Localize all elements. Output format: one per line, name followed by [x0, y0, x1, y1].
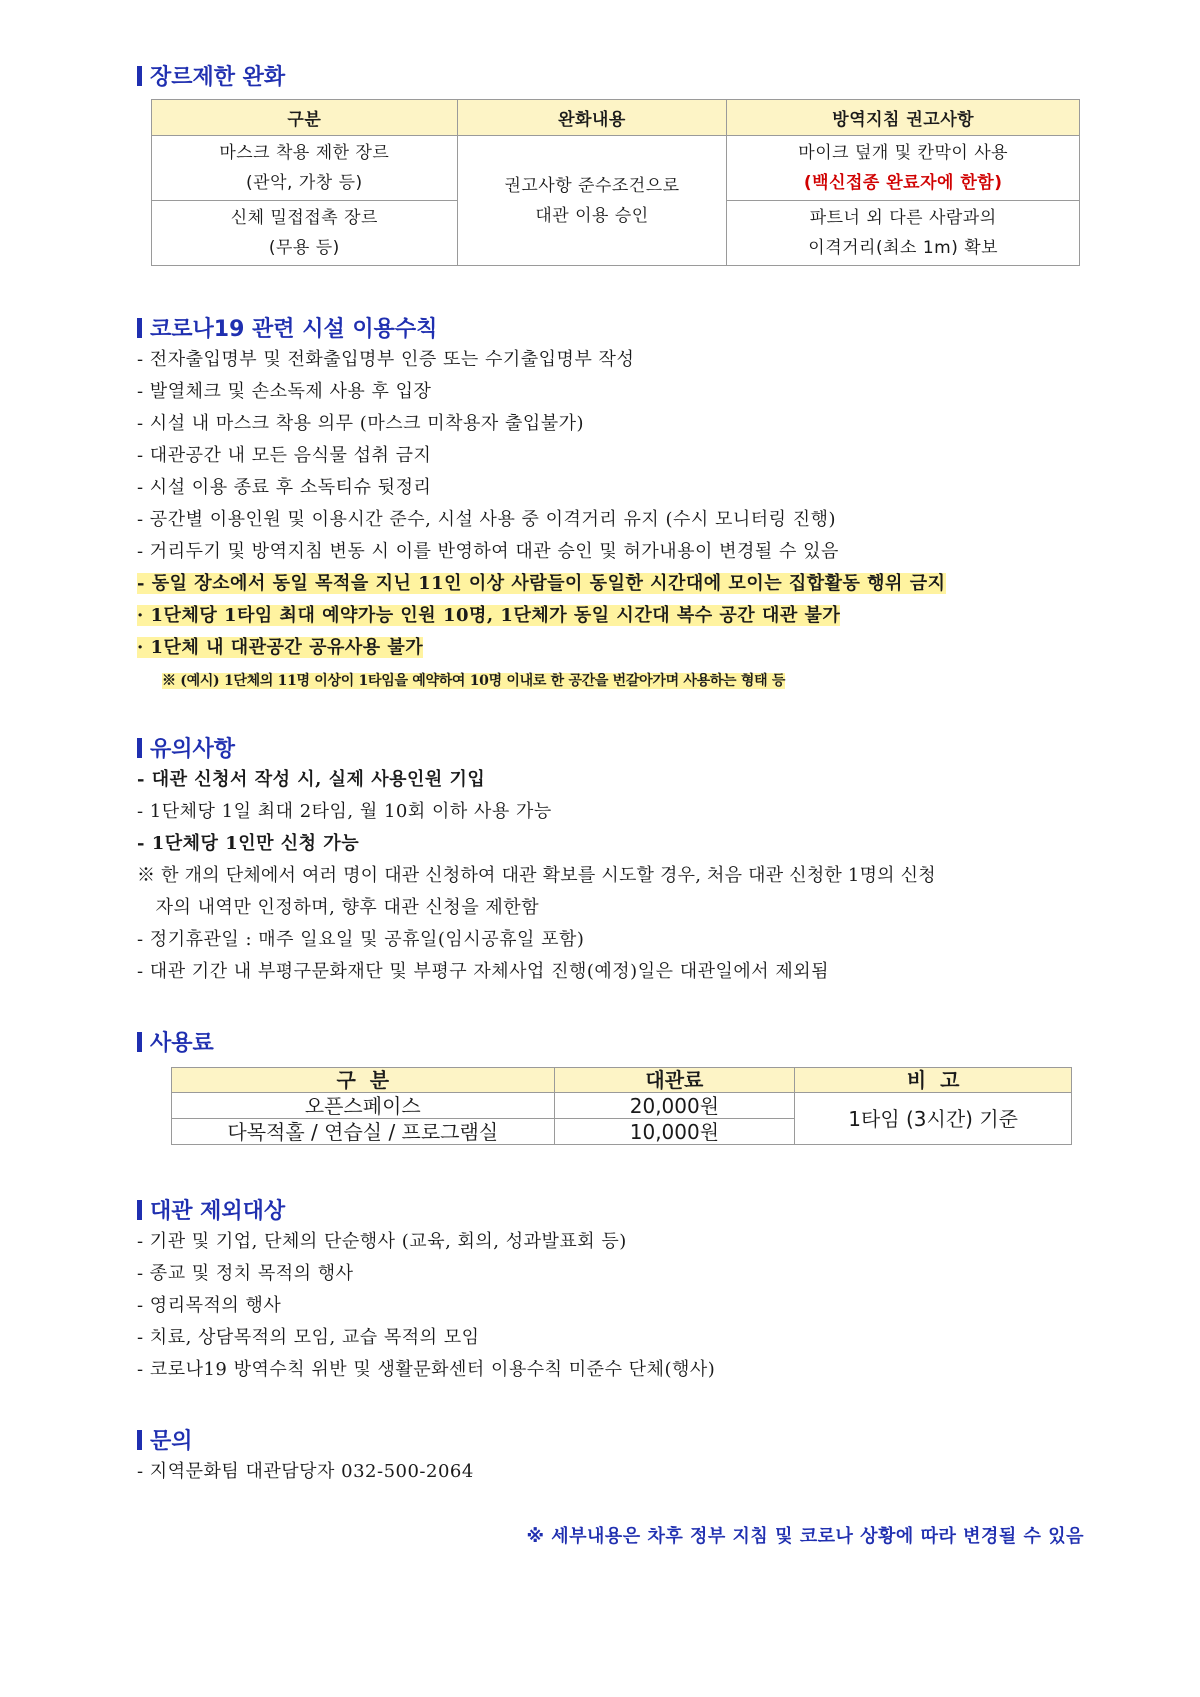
fee-cell: 10,000원 [554, 1119, 795, 1145]
relief-line: 권고사항 준수조건으로 [504, 175, 680, 196]
advice-line: 이격거리(최소 1m) 확보 [808, 238, 999, 258]
genre-line: 마스크 착용 제한 장르 [219, 143, 390, 163]
section-heading-covid [137, 312, 437, 343]
section-heading-contact [137, 1424, 193, 1455]
advice-line: 파트너 외 다른 사람과의 [809, 208, 997, 228]
table-row [152, 136, 1080, 201]
table-header-cell: 완화내용 [457, 100, 727, 136]
example-note: ※ (예시) 1단체의 11명 이상이 1타임을 예약하여 10명 이내로 한 공간을 번갈아가며 사용하는 형태 등 [162, 673, 786, 689]
fee-cell: 20,000원 [554, 1093, 795, 1119]
highlight-text: - 동일 장소에서 동일 목적을 지닌 11인 이상 사람들이 동일한 시간대에 모이는 집합활동 행위 금지 [137, 573, 946, 594]
table-header-cell: 대관료 [554, 1068, 795, 1093]
heading-bar-icon [137, 1200, 142, 1220]
table-header-cell: 비 고 [795, 1068, 1072, 1093]
section-title: 유의사항 [150, 737, 236, 762]
list-item: ※ 한 개의 단체에서 여러 명이 대관 신청하여 대관 확보를 시도할 경우, 처음 대관 신청한 1명의 신청 [137, 865, 936, 886]
list-item: - 1단체당 1일 최대 2타임, 월 10회 이하 사용 가능 [137, 801, 552, 822]
list-item: - 기관 및 기업, 단체의 단순행사 (교육, 회의, 성과발표회 등) [137, 1231, 627, 1252]
contact-list [137, 1456, 474, 1488]
list-item: - 전자출입명부 및 전화출입명부 인증 또는 수기출입명부 작성 [137, 349, 635, 370]
list-item: - 영리목적의 행사 [137, 1295, 282, 1316]
advice-line: 마이크 덮개 및 칸막이 사용 [798, 143, 1009, 163]
list-item: - 대관 신청서 작성 시, 실제 사용인원 기입 [137, 769, 486, 790]
remark-cell: 1타임 (3시간) 기준 [795, 1093, 1072, 1145]
section-title: 코로나19 관련 시설 이용수칙 [150, 317, 438, 342]
list-item-highlighted [137, 632, 946, 664]
genre-cell [152, 201, 458, 266]
covid-rules-list [137, 344, 946, 697]
highlight-text: · 1단체 내 대관공간 공유사용 불가 [137, 637, 424, 658]
heading-bar-icon [137, 1032, 142, 1052]
table-header-cell: 방역지침 권고사항 [727, 100, 1080, 136]
list-item: 자의 내역만 인정하며, 향후 대관 신청을 제한함 [137, 897, 540, 918]
list-item: - 대관 기간 내 부평구문화재단 및 부평구 자체사업 진행(예정)일은 대관일에서 제외됨 [137, 961, 830, 982]
space-cell: 다목적홀 / 연습실 / 프로그램실 [172, 1119, 555, 1145]
list-item: - 1단체당 1인만 신청 가능 [137, 833, 360, 854]
notes-list [137, 764, 936, 988]
table-header-row [152, 100, 1080, 136]
advice-cell [727, 201, 1080, 266]
table-header-cell: 구 분 [172, 1068, 555, 1093]
list-item-highlighted [137, 568, 946, 600]
list-item: - 지역문화팀 대관담당자 032-500-2064 [137, 1461, 474, 1482]
list-item-note [137, 664, 946, 697]
list-item: - 대관공간 내 모든 음식물 섭취 금지 [137, 445, 432, 466]
excluded-list [137, 1226, 715, 1386]
table-header-row [172, 1068, 1072, 1093]
genre-relief-table [151, 99, 1080, 266]
list-item: - 종교 및 정치 목적의 행사 [137, 1263, 354, 1284]
heading-bar-icon [137, 1430, 142, 1450]
genre-cell [152, 136, 458, 201]
list-item-highlighted [137, 600, 946, 632]
list-item: - 발열체크 및 손소독제 사용 후 입장 [137, 381, 432, 402]
section-title: 장르제한 완화 [150, 65, 286, 90]
section-title: 대관 제외대상 [150, 1199, 286, 1224]
section-heading-notes [137, 732, 235, 763]
relief-line: 대관 이용 승인 [535, 205, 649, 226]
genre-line: 신체 밀접접촉 장르 [230, 208, 378, 228]
list-item: - 시설 이용 종료 후 소독티슈 뒷정리 [137, 477, 432, 498]
section-title: 사용료 [150, 1031, 214, 1056]
list-item: - 치료, 상담목적의 모임, 교습 목적의 모임 [137, 1327, 480, 1348]
list-item: - 시설 내 마스크 착용 의무 (마스크 미착용자 출입불가) [137, 413, 585, 434]
table-row [172, 1093, 1072, 1119]
list-item: - 거리두기 및 방역지침 변동 시 이를 반영하여 대관 승인 및 허가내용이 변경될 수 있음 [137, 541, 839, 562]
highlight-text: · 1단체당 1타임 최대 예약가능 인원 10명, 1단체가 동일 시간대 복수 공간 대관 불가 [137, 605, 841, 626]
footer-note: ※ 세부내용은 차후 정부 지침 및 코로나 상황에 따라 변경될 수 있음 [526, 1526, 1084, 1547]
genre-line: (관악, 가창 등) [246, 173, 363, 193]
advice-emphasis: (백신접종 완료자에 한함) [803, 173, 1003, 193]
table-header-cell: 구분 [152, 100, 458, 136]
genre-line: (무용 등) [268, 238, 340, 258]
section-heading-genre [137, 60, 285, 91]
advice-cell [727, 136, 1080, 201]
space-cell: 오픈스페이스 [172, 1093, 555, 1119]
list-item: - 코로나19 방역수칙 위반 및 생활문화센터 이용수칙 미준수 단체(행사) [137, 1359, 716, 1380]
section-heading-excluded [137, 1194, 285, 1225]
fee-table [171, 1067, 1072, 1145]
list-item: - 공간별 이용인원 및 이용시간 준수, 시설 사용 중 이격거리 유지 (수시 모니터링 진행) [137, 509, 837, 530]
section-title: 문의 [150, 1429, 193, 1454]
heading-bar-icon [137, 66, 142, 86]
heading-bar-icon [137, 738, 142, 758]
list-item: - 정기휴관일 : 매주 일요일 및 공휴일(임시공휴일 포함) [137, 929, 585, 950]
relief-cell [457, 136, 727, 266]
section-heading-fee [137, 1026, 214, 1057]
heading-bar-icon [137, 318, 142, 338]
